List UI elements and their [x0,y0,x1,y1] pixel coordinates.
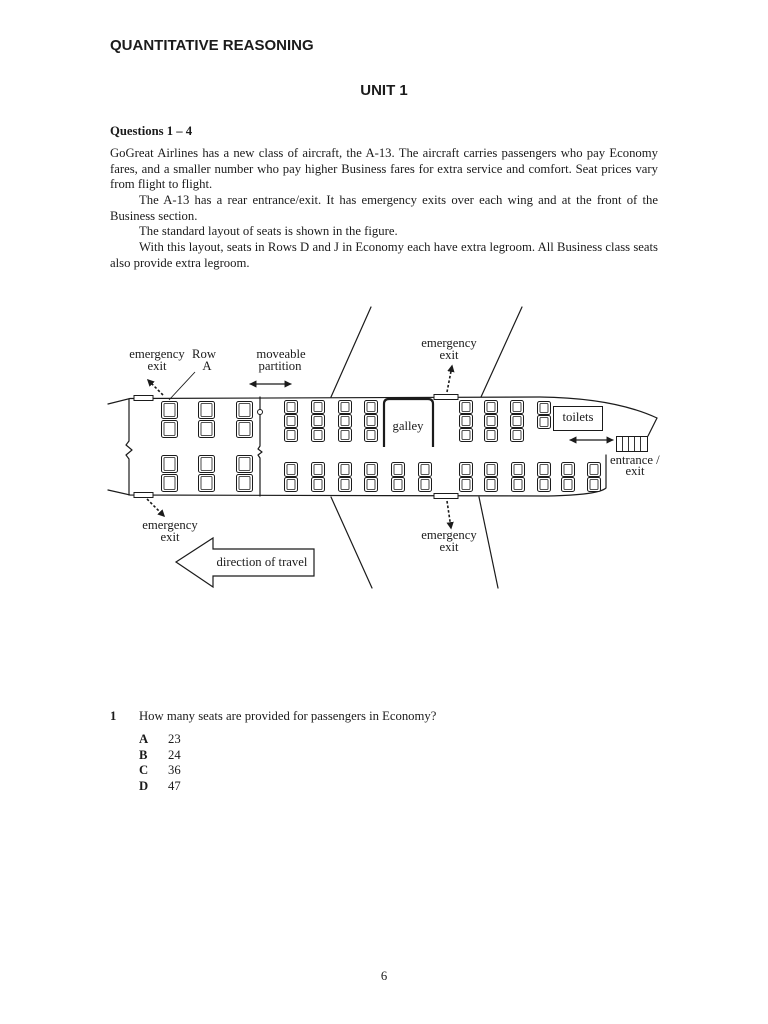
wing-edge-lower-front [331,497,372,588]
economy-seat [339,463,352,477]
exit-arrow-wing-bottom [447,501,451,528]
business-seat [199,402,215,419]
economy-seat [460,463,473,477]
economy-seat [511,415,524,428]
economy-seat [339,429,352,442]
economy-seat [312,478,325,492]
economy-seat [285,463,298,477]
exit-arrow-front-bottom [147,499,164,516]
stimulus-line: GoGreat Airlines has a new class of aircraft, the A-13. The aircraft carries passengers who pay Economy [110,146,658,160]
option-letter: C [139,763,149,778]
business-seat [162,456,178,473]
wing-edge-upper-front [331,307,371,397]
economy-seat [512,478,525,492]
business-seat [199,456,215,473]
business-seat [199,421,215,438]
label-wing-bottom-exit-line2: exit [439,540,459,554]
economy-seat [460,478,473,492]
label-row-line1: Row [192,347,216,361]
label-row-line2: A [202,359,212,373]
section-title: QUANTITATIVE REASONING [110,37,314,54]
exit-arrow-wing-top [447,366,452,392]
question-text: How many seats are provided for passengers in Economy? [139,709,437,723]
partition-pivot [258,410,263,415]
option-value: 23 [168,732,181,746]
fuselage-break-line [126,399,132,495]
business-seat [162,402,178,419]
label-partition-line2: partition [258,359,302,373]
economy-seat [460,401,473,414]
option-letter: B [139,747,148,762]
stimulus-text [110,146,658,272]
label-entrance-line1: entrance / [610,453,660,467]
economy-seat [511,401,524,414]
page-number: 6 [380,969,388,983]
economy-seat [365,478,378,492]
stimulus-line: also provide extra legroom. [110,255,250,270]
economy-seat [285,429,298,442]
economy-seat [485,415,498,428]
economy-seat [392,463,405,477]
stimulus-line: Business section. [110,208,198,223]
question-number: 1 [110,709,117,723]
economy-seat [285,478,298,492]
label-front-top-exit-line1: emergency [129,347,185,361]
label-front-bottom-exit-line1: emergency [142,518,198,532]
aircraft-seating-diagram [0,300,768,600]
business-seat [237,421,253,438]
economy-seat [588,478,601,492]
business-seat [162,475,178,492]
label-front-top-exit-line2: exit [147,359,167,373]
business-seat [162,421,178,438]
economy-seat [511,429,524,442]
wing-edge-lower-rear [479,497,498,588]
wing-edge-upper-rear [481,307,522,397]
economy-seat [285,415,298,428]
economy-seat [588,463,601,477]
label-toilets: toilets [562,410,594,424]
answer-option [139,748,259,764]
option-value: 36 [168,763,181,778]
option-letter: A [139,732,149,746]
label-partition-line1: moveable [256,347,306,361]
answer-option [139,779,259,795]
option-value: 47 [168,779,181,794]
label-wing-bottom-exit-line1: emergency [421,528,477,542]
stimulus-line: fares, and a smaller number who pay higher Business fares for extra service and comfort. Seat prices vary [110,161,658,176]
answer-option [139,763,259,779]
economy-seat [460,429,473,442]
economy-seat [485,429,498,442]
economy-seat [512,463,525,477]
economy-seat [339,478,352,492]
economy-seat [562,478,575,492]
exit-marker-front-bottom [134,493,153,498]
economy-seat [285,401,298,414]
business-seat [237,402,253,419]
exit-arrow-front-top [148,380,163,395]
stimulus-line: The A-13 has a rear entrance/exit. It has emergency exits over each wing and at the front of the [139,193,658,208]
exit-marker-wing-bottom [434,494,458,499]
fuselage-bottom-outline [108,455,606,496]
label-galley: galley [392,419,424,433]
economy-seat [538,402,551,415]
option-value: 24 [168,747,181,762]
economy-seat [365,429,378,442]
seat-layout [162,401,601,492]
stimulus-line: from flight to flight. [110,177,213,192]
economy-seat [538,416,551,429]
economy-seat [538,478,551,492]
unit-title: UNIT 1 [360,82,408,99]
economy-seat [339,415,352,428]
label-wing-top-exit-line2: exit [439,348,459,362]
economy-seat [365,463,378,477]
label-direction-of-travel: direction of travel [216,555,308,569]
economy-seat [312,401,325,414]
answer-option [139,732,259,748]
economy-seat [485,463,498,477]
stimulus-line: The standard layout of seats is shown in the figure. [139,224,398,239]
economy-seat [312,429,325,442]
stimulus-line: With this layout, seats in Rows D and J in Economy each have extra legroom. All Business class seats [139,240,658,255]
option-letter: D [139,779,149,794]
label-entrance-line2: exit [625,464,645,478]
label-wing-top-exit-line1: emergency [421,336,477,350]
business-seat [199,475,215,492]
economy-seat [485,401,498,414]
economy-seat [419,478,432,492]
row-a-leader-line [169,372,195,400]
questions-heading: Questions 1 – 4 [110,124,193,138]
economy-seat [392,478,405,492]
answer-options [139,732,259,795]
exit-marker-wing-top [434,395,458,400]
economy-seat [312,415,325,428]
economy-seat [419,463,432,477]
economy-seat [460,415,473,428]
economy-seat [339,401,352,414]
label-front-bottom-exit-line2: exit [160,530,180,544]
economy-seat [538,463,551,477]
business-seat [237,475,253,492]
economy-seat [365,401,378,414]
economy-seat [485,478,498,492]
economy-seat [562,463,575,477]
entrance-stairs [617,437,648,452]
tail-cone-edge [648,418,657,436]
exit-marker-front-top [134,396,153,401]
business-seat [237,456,253,473]
economy-seat [365,415,378,428]
economy-seat [312,463,325,477]
